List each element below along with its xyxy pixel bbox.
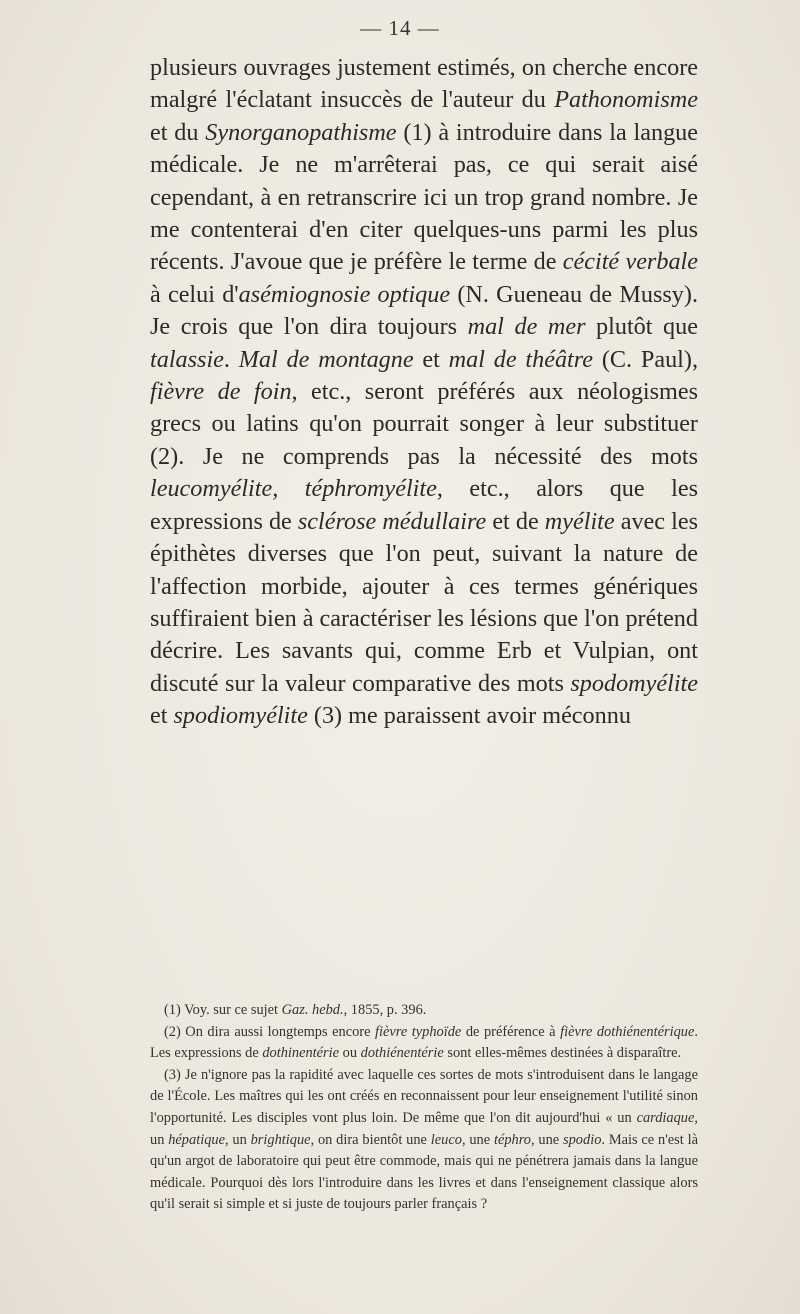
footnotes xyxy=(150,1000,698,1216)
italic-term: Pathonomisme xyxy=(554,86,698,114)
italic-term: Mal de montagne xyxy=(238,345,414,373)
italic-term: sclérose médullaire xyxy=(297,507,487,535)
footnote-2: (2) On dira aussi longtemps encore fièvre typhoïde de préférence à fièvre dothiénentérique. Les expressions de dothinentérie ou dothiénentérie sont elles-mêmes destinées à disparaître. xyxy=(150,1023,698,1062)
footnote-3: (3) Je n'ignore pas la rapidité avec laquelle ces sortes de mots s'introduisent dans le langage de l'École. Les maîtres qui les ont créés en reconnaissent pour leur enseignement l'utilité sinon l'opportunité. Les disciples vont plus loin. De même que l'on dit aujourd'hui « un cardiaque, un hépatique, un brightique, on dira bientôt une leuco, une téphro, une spodio. Mais ce n'est là qu'un argot de laboratoire qui peut être commode, mais qui ne pénétrera jamais dans la langue médicale. Pourquoi dès lors l'introduire dans les livres et dans l'enseignement classique alors qu'il serait si simple et si juste de toujours parler français ? xyxy=(150,1066,698,1213)
italic-term: mal de mer xyxy=(467,313,586,341)
italic-term: Synorganopathisme xyxy=(205,118,397,146)
italic-term: talassie xyxy=(150,345,224,373)
italic-term: leucomyélite, téphromyélite xyxy=(150,475,437,503)
italic-term: asémiognosie optique xyxy=(238,280,451,308)
footnote-1: (1) Voy. sur ce sujet Gaz. hebd., 1855, p. 396. xyxy=(164,1002,427,1018)
paragraph: plusieurs ouvrages justement estimés, on cherche encore malgré l'éclatant insuccès de l'auteur du Pathonomisme et du Synorganopathisme (1) à introduire dans la langue médicale. Je ne m'arrêterai pas, ce qui serait aisé cependant, à en retranscrire ici un trop grand nombre. Je me contenterai d'en citer quelques-uns parmi les plus récents. J'avoue que je préfère le terme de cécité verbale à celui d'asémiognosie optique (N. Gueneau de Mussy). Je crois que l'on dira toujours mal de mer plutôt que talassie. Mal de montagne et mal de théâtre (C. Paul), fièvre de foin, etc., seront préférés aux néologismes grecs ou latins qu'on pourrait songer à leur substituer (2). Je ne comprends pas la nécessité des mots leucomyélite, téphromyélite, etc., alors que les expressions de sclérose médullaire et de myélite avec les épithètes diverses que l'on peut, suivant la nature de l'affection morbide, ajouter à ces termes génériques suffiraient bien à caractériser les lésions que l'on prétend décrire. Les savants qui, comme Erb et Vulpian, ont discuté sur la valeur comparative des mots spodomyélite et spodiomyélite (3) me paraissent avoir méconnu xyxy=(150,54,699,730)
italic-term: myélite xyxy=(544,507,615,535)
main-paragraph xyxy=(150,52,698,733)
italic-term: fièvre de foin xyxy=(150,378,292,406)
italic-term: mal de théâtre xyxy=(448,345,594,373)
italic-term: spodomyélite xyxy=(570,669,698,697)
italic-term: cécité verbale xyxy=(562,248,698,276)
italic-term: spodiomyélite xyxy=(173,702,308,730)
page-number: — 14 — xyxy=(360,16,440,40)
